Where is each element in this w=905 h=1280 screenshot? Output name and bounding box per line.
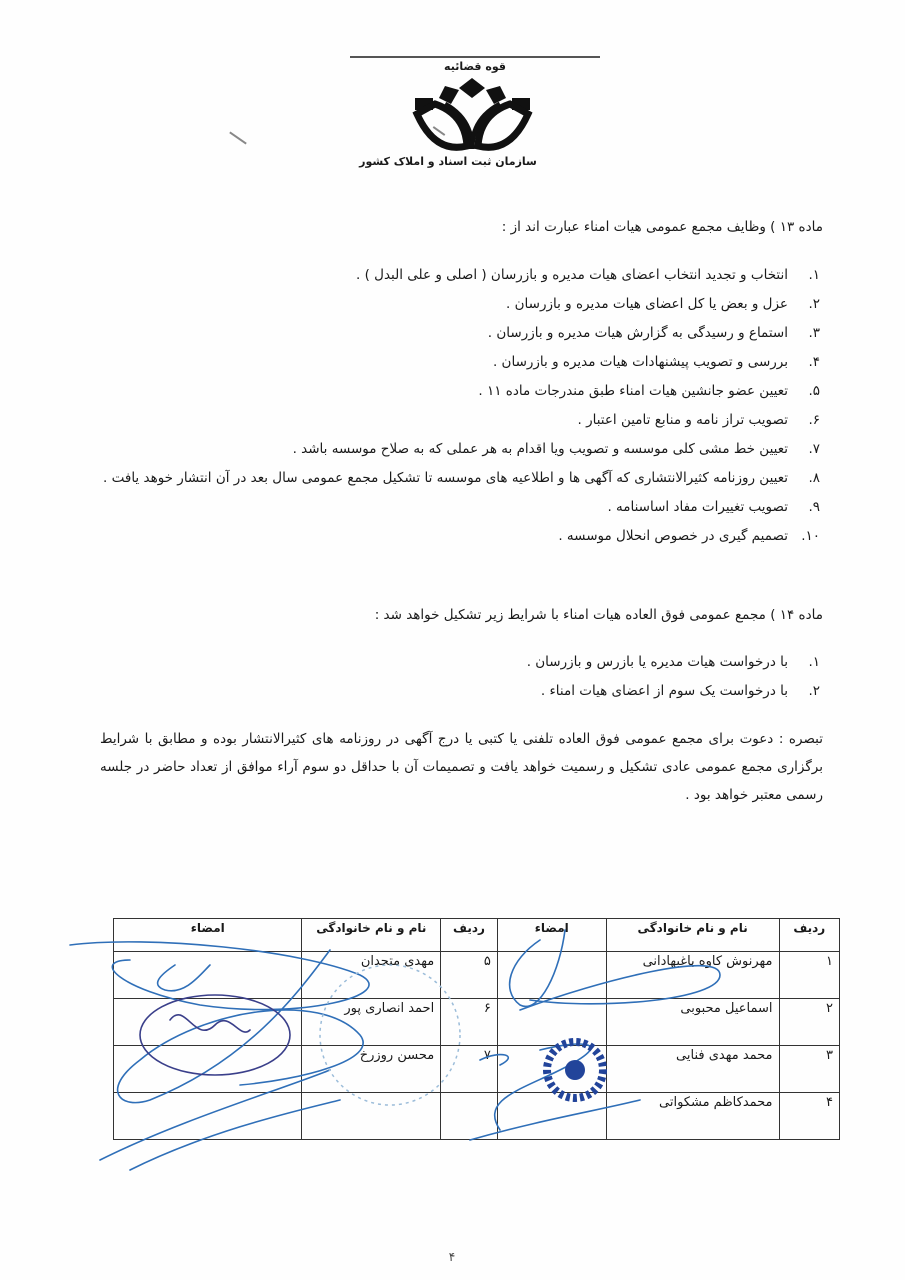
row-name: احمد انصاری پور	[302, 999, 441, 1046]
list-item: ۲. با درخواست یک سوم از اعضای هیات امناء .	[540, 683, 820, 699]
list-item: ۵. تعیین عضو جانشین هیات امناء طبق مندرجات ماده ۱۱ .	[478, 383, 820, 399]
row-index: ۶	[441, 999, 498, 1046]
article-13-list	[80, 261, 820, 551]
list-item: ۸. تعیین روزنامه کثیرالانتشاری که آگهی ها و اطلاعیه های موسسه تا تشکیل مجمع عمومی سال بعد در آن انتشار خوهد یافت .	[103, 470, 820, 486]
list-item: ۳. استماع و رسیدگی به گزارش هیات مدیره و بازرسان .	[487, 325, 820, 341]
article-14-list	[80, 648, 820, 706]
article-14-title: ماده ۱۴ ) مجمع عمومی فوق العاده هیات امناء با شرایط زیر تشکیل خواهد شد :	[374, 607, 823, 623]
list-item: ۱. با درخواست هیات مدیره یا بازرس و بازرسان .	[526, 654, 820, 670]
row-name: محمد مهدی فنایی	[606, 1046, 779, 1093]
page-number: ۴	[448, 1250, 456, 1264]
org-top-label: قوه قضائیه	[444, 60, 506, 73]
list-item: ۶. تصویب تراز نامه و منابع تامین اعتبار .	[577, 412, 820, 428]
table-row	[114, 999, 840, 1046]
table-header-row	[114, 919, 840, 952]
row-index	[441, 1093, 498, 1140]
row-name: محسن روزرخ	[302, 1046, 441, 1093]
judiciary-emblem-icon	[405, 74, 540, 154]
list-item: ۱۰. تصمیم گیری در خصوص انحلال موسسه .	[558, 528, 820, 544]
row-name: محمدکاظم مشکواتی	[606, 1093, 779, 1140]
row-name: مهرنوش کاوه باغبهادانی	[606, 952, 779, 999]
table-row	[114, 952, 840, 999]
org-bottom-label: سازمان ثبت اسناد و املاک کشور	[359, 155, 537, 168]
header-name: نام و نام خانوادگی	[606, 919, 779, 952]
list-item: ۴. بررسی و تصویب پیشنهادات هیات مدیره و بازرسان .	[492, 354, 820, 370]
header-signature: امضاء	[114, 919, 302, 952]
header-index: ردیف	[441, 919, 498, 952]
signature-cell	[114, 952, 302, 999]
signature-cell	[497, 999, 606, 1046]
header-signature: امضاء	[497, 919, 606, 952]
header-rule	[350, 56, 600, 58]
list-item: ۹. تصویب تغییرات مفاد اساسنامه .	[607, 499, 820, 515]
signature-table	[113, 918, 840, 1140]
list-item: ۱. انتخاب و تجدید انتخاب اعضای هیات مدیره و بازرسان ( اصلی و علی البدل ) .	[356, 267, 820, 283]
signature-cell	[114, 1046, 302, 1093]
header-name: نام و نام خانوادگی	[302, 919, 441, 952]
table-row	[114, 1046, 840, 1093]
article-13-title: ماده ۱۳ ) وظایف مجمع عمومی هیات امناء عبارت اند از :	[501, 219, 823, 235]
row-index: ۷	[441, 1046, 498, 1093]
scan-mark	[229, 131, 247, 144]
signature-cell	[114, 1093, 302, 1140]
table-row	[114, 1093, 840, 1140]
signature-cell	[497, 1046, 606, 1093]
row-index: ۲	[779, 999, 839, 1046]
list-item: ۷. تعیین خط مشی کلی موسسه و تصویب ویا اقدام به هر عملی که به صلاح موسسه باشد .	[292, 441, 820, 457]
row-index: ۳	[779, 1046, 839, 1093]
signature-cell	[114, 999, 302, 1046]
row-index: ۵	[441, 952, 498, 999]
note-paragraph: تبصره : دعوت برای مجمع عمومی فوق العاده تلفنی یا کتبی یا درج آگهی در روزنامه های کثیرالانتشار بوده و مطابق با شرایط برگزاری مجمع عمومی عادی تشکیل و رسمیت خواهد یافت و تصمیمات آن با حداقل دو سوم آراء موافق از تعداد حاضر در جلسه رسمی معتبر خواهد بود .	[100, 731, 823, 803]
signature-cell	[497, 1093, 606, 1140]
row-name: مهدی متحدان	[302, 952, 441, 999]
row-name	[302, 1093, 441, 1140]
row-name: اسماعیل محبوبی	[606, 999, 779, 1046]
row-index: ۱	[779, 952, 839, 999]
row-index: ۴	[779, 1093, 839, 1140]
header-index: ردیف	[779, 919, 839, 952]
signature-cell	[497, 952, 606, 999]
list-item: ۲. عزل و بعض یا کل اعضای هیات مدیره و بازرسان .	[506, 296, 820, 312]
